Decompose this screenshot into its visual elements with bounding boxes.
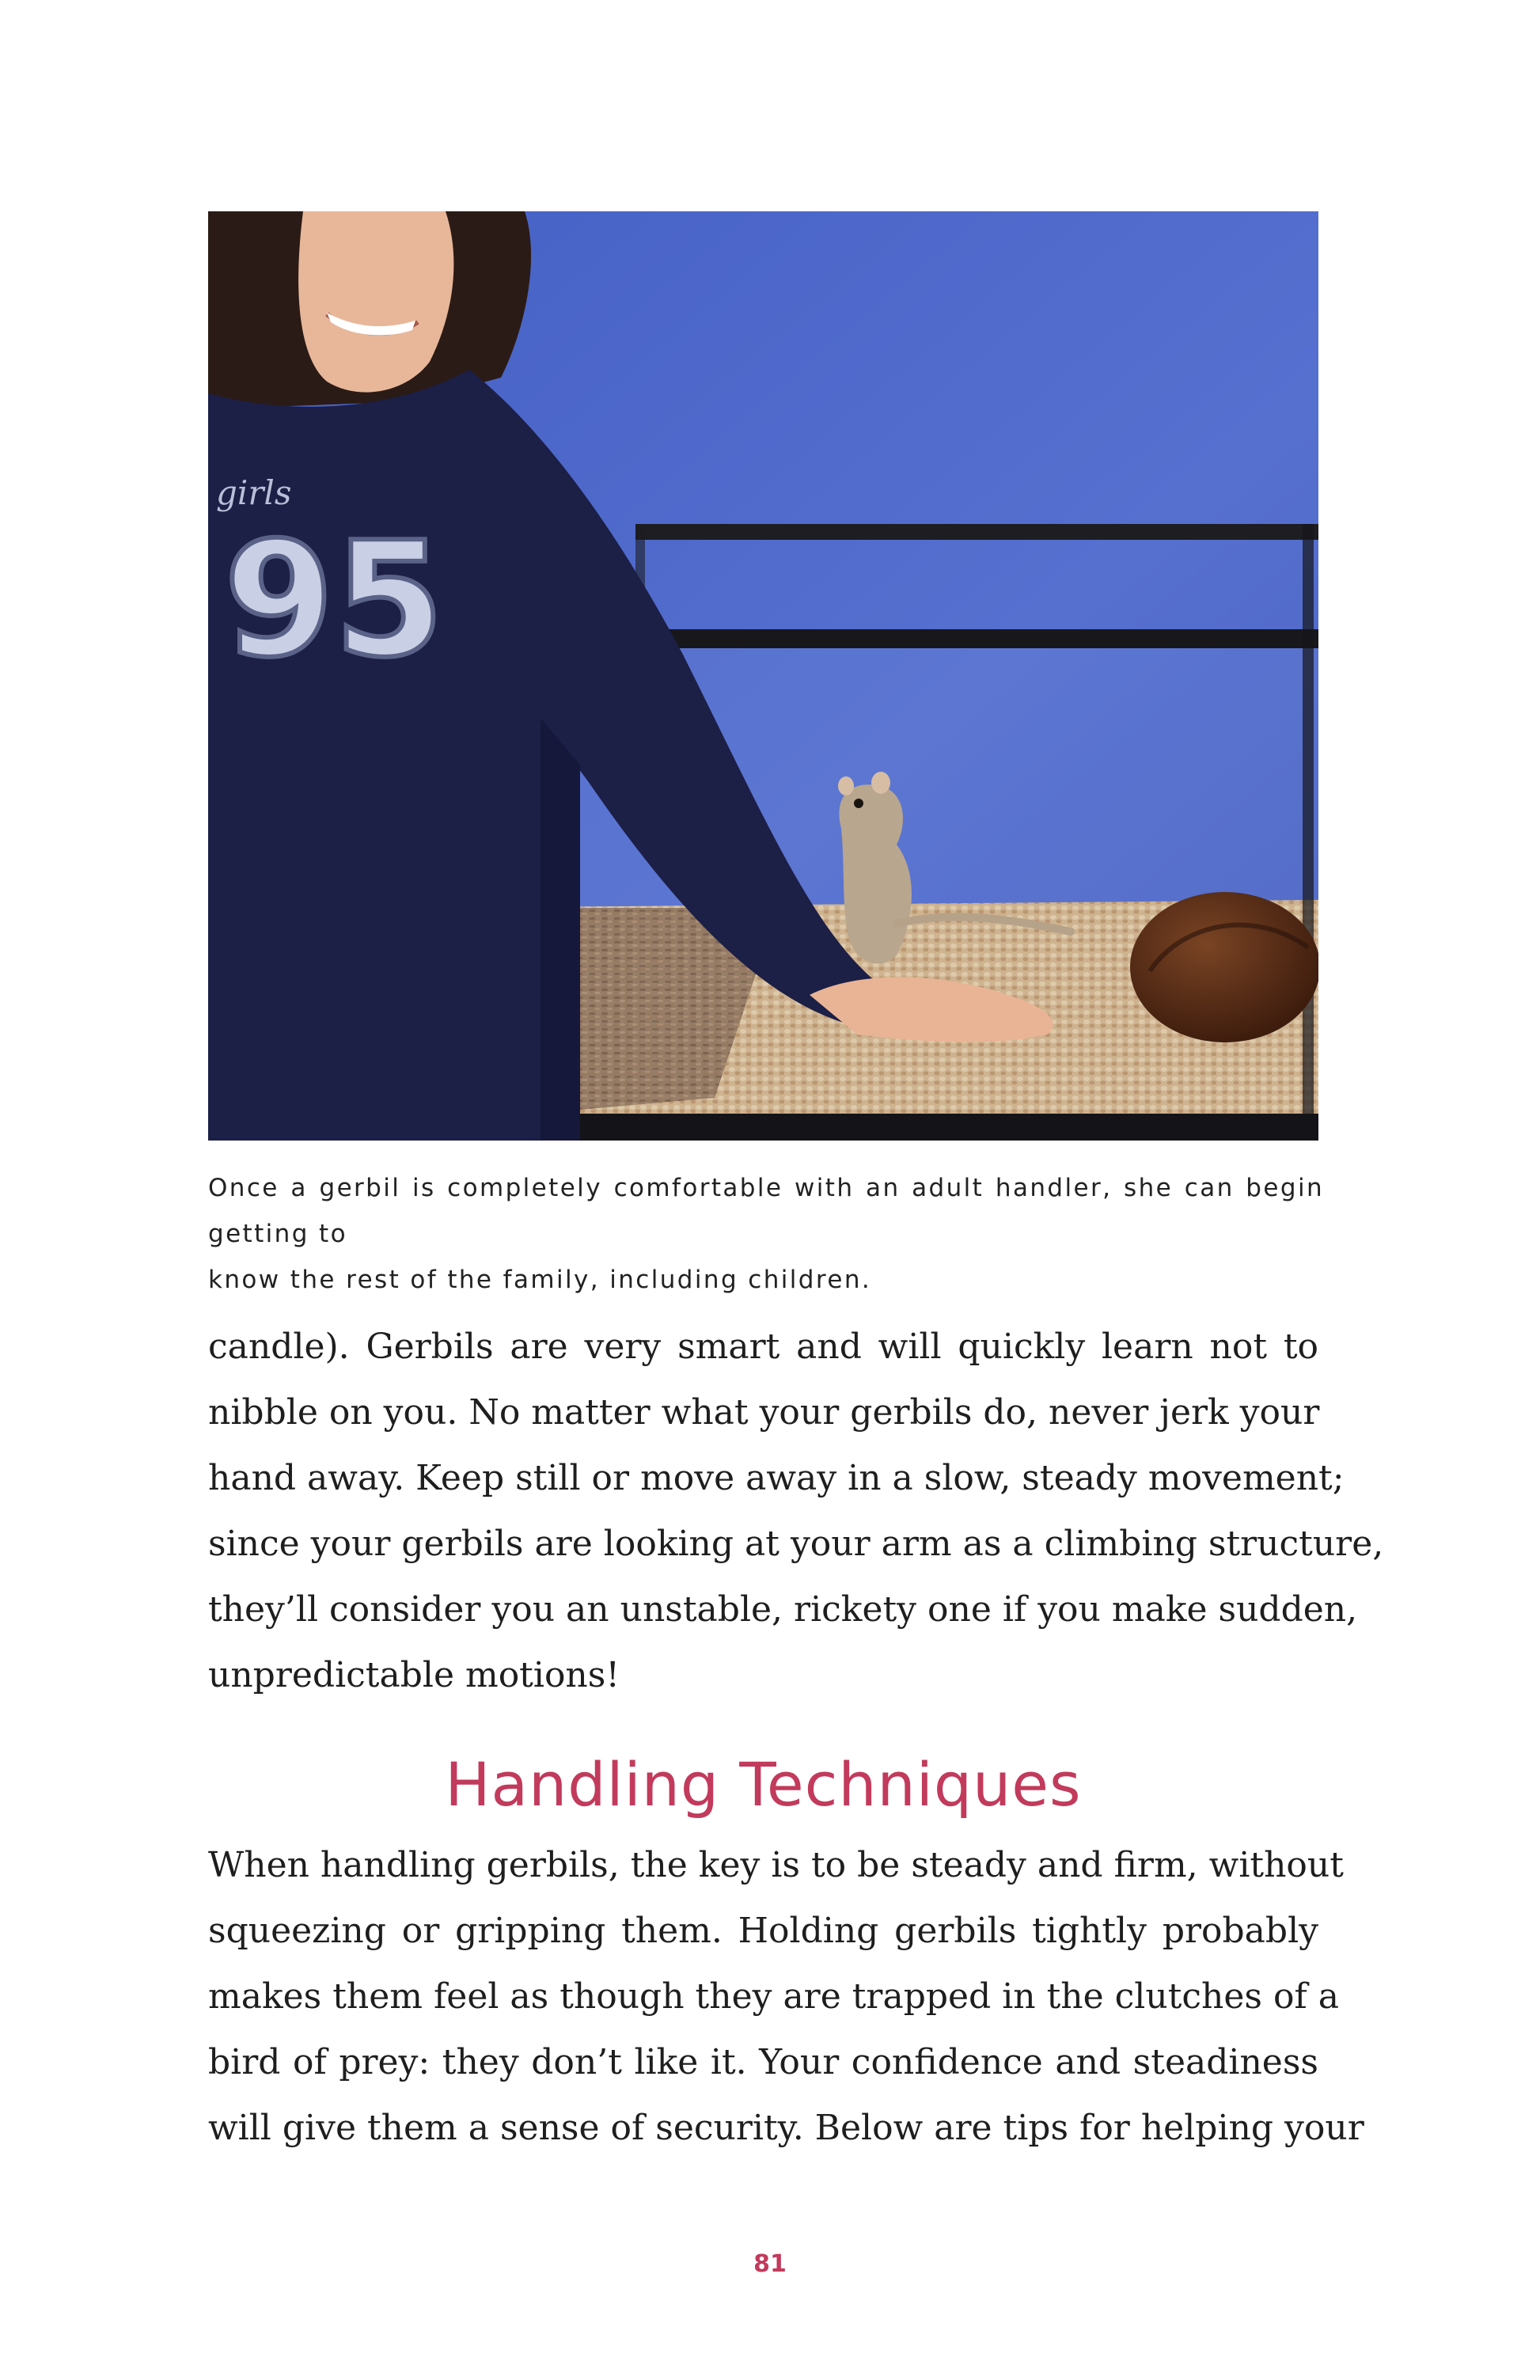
photo-caption (208, 1165, 1324, 1303)
paragraph-line: candle). Gerbils are very smart and will quickly learn not to (208, 1327, 1318, 1367)
gerbil-photo (208, 211, 1318, 1141)
paragraph-line: they’ll consider you an unstable, rickety one if you make sudden, (208, 1589, 1358, 1630)
caption-line-1: Once a gerbil is completely comfortable with an adult handler, she can begin getting to (208, 1174, 1324, 1248)
shirt-text: girls (216, 473, 292, 512)
paragraph-line: bird of prey: they don’t like it. Your confidence and steadiness (208, 2042, 1318, 2082)
caption-line-2: know the rest of the family, including children. (208, 1266, 872, 1294)
paragraph-line: since your gerbils are looking at your arm as a climbing structure, (208, 1524, 1384, 1564)
paragraph-line: hand away. Keep still or move away in a slow, steady movement; (208, 1458, 1345, 1498)
paragraph-line: makes them feel as though they are trapped in the clutches of a (208, 1976, 1339, 2017)
body-paragraph-1 (208, 1314, 1384, 1708)
page-number: 81 (753, 2250, 787, 2278)
body-paragraph-2 (208, 1832, 1364, 2161)
section-heading: Handling Techniques (445, 1749, 1082, 1820)
shirt-number: 95 (224, 508, 445, 693)
paragraph-line: will give them a sense of security. Below are tips for helping your (208, 2108, 1364, 2148)
paragraph-line: When handling gerbils, the key is to be steady and firm, without (208, 1845, 1344, 1885)
paragraph-line: squeezing or gripping them. Holding gerbils tightly probably (208, 1911, 1318, 1951)
paragraph-line: nibble on you. No matter what your gerbils do, never jerk your (208, 1392, 1320, 1433)
paragraph-line: unpredictable motions! (208, 1655, 620, 1695)
